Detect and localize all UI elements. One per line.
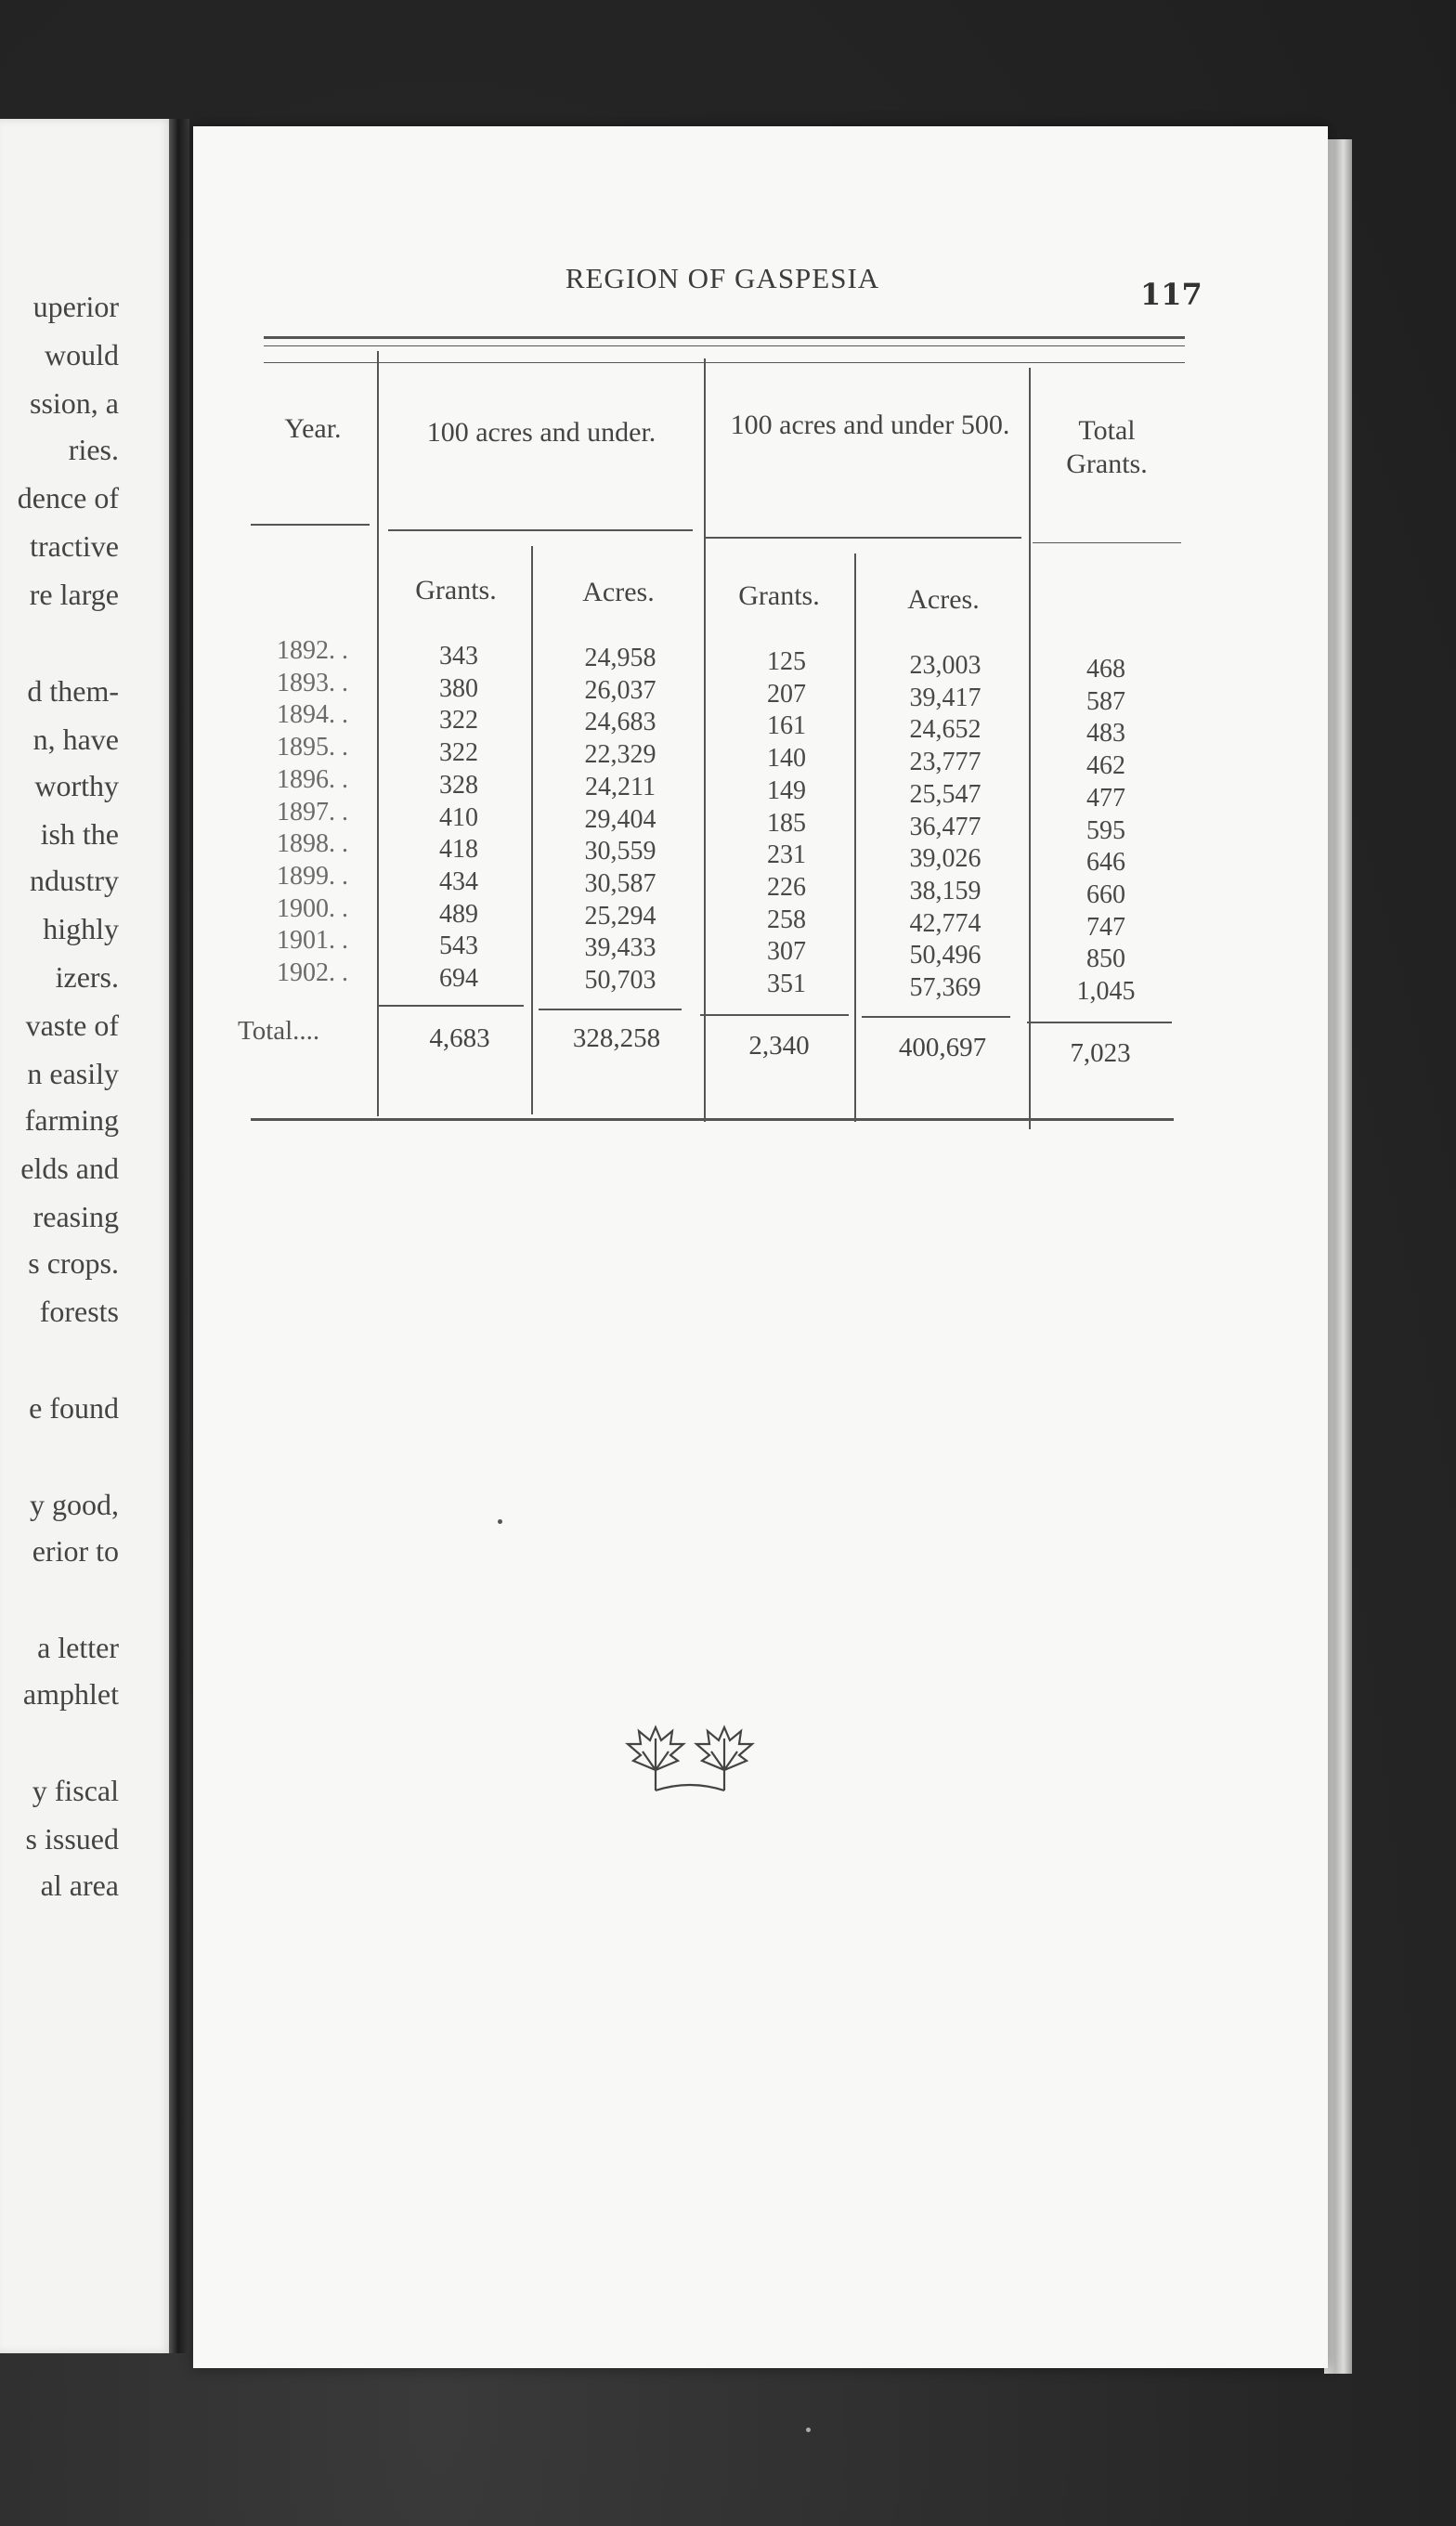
grants-cell: 489	[439, 899, 478, 929]
totals-divider	[539, 1009, 682, 1010]
year-cell: 1892. .	[277, 636, 348, 665]
dust-speck	[498, 1519, 502, 1524]
acres-cell: 24,683	[584, 708, 656, 737]
totals-total-grants: 7,023	[1070, 1038, 1131, 1068]
subheader-grants: Grants.	[415, 575, 497, 605]
left-page-line: y good,	[30, 1488, 119, 1521]
left-page-line: d them-	[27, 674, 119, 708]
total-grants-cell: 468	[1086, 655, 1125, 684]
table-bottom-rule	[251, 1118, 1174, 1121]
total-grants-cell: 483	[1086, 719, 1125, 749]
table-top-rule-thin-2	[264, 362, 1185, 363]
acres-cell: 24,958	[584, 644, 656, 672]
left-page-line: y fiscal	[32, 1774, 119, 1807]
grants-cell: 543	[439, 931, 478, 961]
totals-acres: 328,258	[572, 1023, 661, 1053]
acres-cell: 25,547	[909, 779, 982, 809]
column-rule	[531, 546, 533, 1114]
header-total-grants: Total Grants.	[1066, 415, 1148, 479]
subheader-grants: Grants.	[738, 580, 820, 611]
header-divider	[706, 537, 1021, 539]
year-column	[277, 635, 379, 990]
grants-cell: 351	[767, 970, 806, 999]
left-page-line: highly	[43, 912, 119, 945]
grants-column	[719, 646, 854, 1001]
left-page-line: worthy	[34, 769, 119, 802]
left-page-line: ries.	[68, 433, 119, 466]
left-page-line: n, have	[32, 723, 119, 756]
left-page-line: erior to	[32, 1534, 119, 1568]
grants-cell: 322	[439, 738, 478, 768]
acres-cell: 39,026	[909, 844, 982, 874]
acres-cell: 36,477	[909, 812, 982, 841]
year-cell: 1896. .	[277, 764, 348, 794]
year-cell: 1899. .	[277, 861, 348, 891]
total-grants-cell: 747	[1086, 912, 1125, 942]
acres-cell: 39,433	[584, 933, 656, 963]
column-rule	[854, 553, 856, 1122]
acres-cell: 29,404	[584, 804, 656, 834]
left-page-line: uperior	[32, 290, 119, 323]
total-grants-column	[1036, 654, 1176, 1009]
left-page-line: farming	[24, 1103, 119, 1137]
left-page-line: ish the	[40, 817, 119, 851]
total-grants-cell: 646	[1086, 848, 1125, 878]
header-year: Year.	[284, 413, 342, 444]
acres-cell: 26,037	[584, 675, 656, 705]
totals-divider	[700, 1014, 849, 1016]
maple-leaves-icon	[620, 1724, 760, 1794]
grants-cell: 380	[439, 673, 478, 703]
acres-cell: 42,774	[909, 908, 982, 938]
left-page-line: s crops.	[28, 1246, 119, 1280]
acres-cell: 38,159	[909, 876, 982, 905]
totals-label: Total....	[238, 1016, 320, 1046]
header-divider	[1033, 542, 1181, 543]
dust-speck	[806, 2428, 811, 2432]
left-page-line: n easily	[27, 1057, 119, 1090]
grants-cell: 434	[439, 866, 478, 896]
left-page-line: would	[45, 338, 119, 371]
left-page-line: tractive	[30, 529, 119, 563]
total-grants-cell: 595	[1086, 815, 1125, 845]
grants-cell: 161	[767, 711, 806, 741]
left-page-line: amphlet	[22, 1677, 119, 1711]
book-gutter	[169, 119, 189, 2353]
table-top-rule	[264, 336, 1185, 339]
grants-cell: 328	[439, 770, 478, 800]
total-grants-cell: 850	[1086, 944, 1125, 974]
acres-cell: 57,369	[909, 973, 982, 1003]
acres-cell: 39,417	[909, 683, 982, 712]
left-page-line: reasing	[32, 1200, 119, 1233]
acres-cell: 24,211	[585, 772, 656, 801]
acres-cell: 22,329	[584, 740, 656, 770]
total-grants-cell: 587	[1086, 686, 1125, 716]
grants-cell: 226	[767, 872, 806, 902]
totals-divider	[1027, 1022, 1172, 1023]
subheader-acres: Acres.	[582, 577, 655, 607]
header-divider	[388, 529, 693, 531]
year-cell: 1901. .	[277, 926, 348, 956]
acres-column	[867, 650, 1023, 1005]
running-head: REGION OF GASPESIA	[565, 262, 880, 294]
totals-grants: 4,683	[429, 1023, 490, 1053]
left-page-line: re large	[29, 578, 119, 611]
left-page-line: ndustry	[30, 864, 119, 897]
left-page-line: vaste of	[25, 1009, 119, 1042]
acres-cell: 24,652	[909, 715, 982, 745]
grants-cell: 207	[767, 679, 806, 709]
left-page-line: forests	[39, 1295, 119, 1328]
grants-cell: 185	[767, 808, 806, 838]
totals-divider	[377, 1005, 524, 1007]
acres-cell: 23,003	[909, 651, 982, 680]
total-grants-cell: 477	[1086, 783, 1125, 813]
total-grants-cell: 660	[1086, 879, 1125, 909]
acres-cell: 23,777	[909, 748, 982, 777]
acres-cell: 50,703	[584, 966, 656, 996]
left-page-line: ssion, a	[30, 386, 119, 420]
year-cell: 1894. .	[277, 700, 348, 730]
page-edge	[1324, 139, 1352, 2374]
grants-cell: 258	[767, 905, 806, 934]
left-page-line: a letter	[37, 1631, 119, 1664]
totals-divider	[862, 1016, 1010, 1018]
grants-cell: 694	[439, 964, 478, 994]
acres-column	[546, 643, 695, 997]
left-page-line: al area	[40, 1868, 119, 1902]
grants-cell: 125	[767, 647, 806, 676]
left-page-line: e found	[29, 1391, 119, 1425]
left-page-line: elds and	[20, 1152, 119, 1185]
left-page-line: dence of	[17, 481, 119, 514]
acres-cell: 50,496	[909, 941, 982, 970]
grants-cell: 149	[767, 775, 806, 805]
totals-grants: 2,340	[748, 1031, 810, 1061]
total-grants-cell: 462	[1086, 751, 1125, 781]
year-cell: 1897. .	[277, 797, 348, 827]
left-page-line: s issued	[25, 1822, 119, 1855]
column-rule	[1029, 368, 1031, 1129]
grants-cell: 343	[439, 642, 478, 671]
header-100-and-under: 100 acres and under.	[426, 417, 656, 448]
grants-cell: 307	[767, 937, 806, 967]
year-cell: 1895. .	[277, 733, 348, 762]
grants-cell: 410	[439, 802, 478, 832]
left-page-line: izers.	[55, 960, 119, 994]
grants-cell: 140	[767, 744, 806, 774]
acres-cell: 25,294	[584, 901, 656, 931]
year-cell: 1900. .	[277, 893, 348, 923]
grants-cell: 322	[439, 706, 478, 736]
table-top-rule-thin	[264, 345, 1185, 346]
year-cell: 1898. .	[277, 829, 348, 859]
subheader-acres: Acres.	[907, 584, 980, 615]
year-cell: 1902. .	[277, 958, 348, 988]
grants-cell: 231	[767, 840, 806, 870]
acres-cell: 30,587	[584, 868, 656, 898]
column-rule	[704, 358, 706, 1122]
totals-acres: 400,697	[898, 1033, 987, 1062]
header-divider	[251, 524, 370, 526]
grants-cell: 418	[439, 835, 478, 865]
year-cell: 1893. .	[277, 668, 348, 697]
header-100-to-500: 100 acres and under 500.	[730, 410, 1010, 440]
page-number: 117	[1140, 277, 1202, 312]
acres-cell: 30,559	[584, 837, 656, 866]
grants-column	[394, 641, 524, 996]
total-grants-cell: 1,045	[1076, 977, 1136, 1007]
